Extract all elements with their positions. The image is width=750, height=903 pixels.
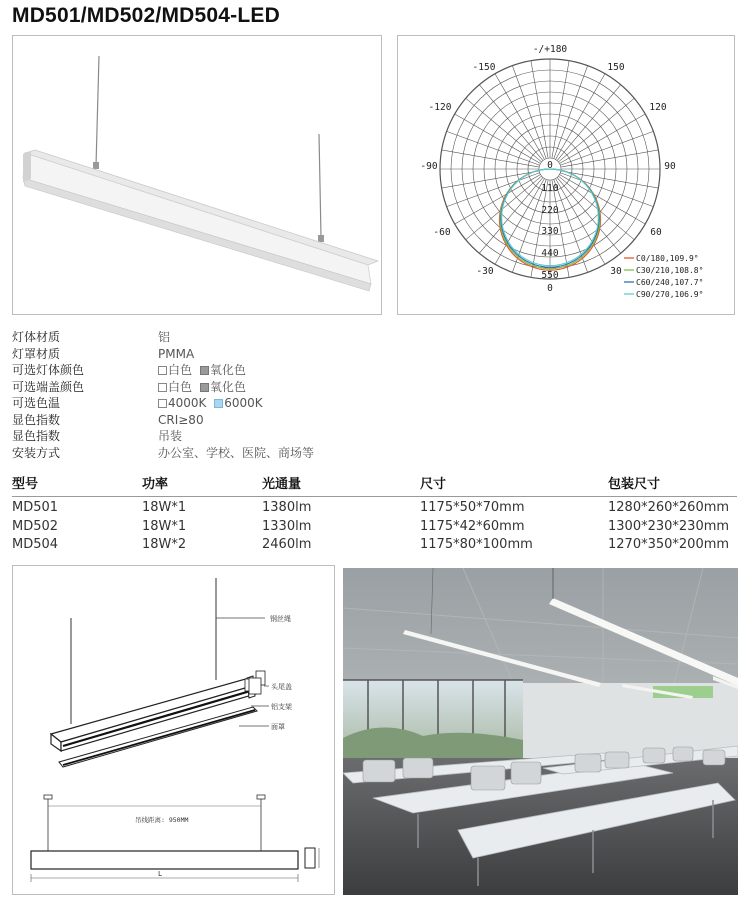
legend-entry: C60/240,107.7° <box>636 278 704 287</box>
drawing-note: 吊线距离: 950MM <box>135 816 189 824</box>
spec-row-application: 安装方式 办公室、学校、医院、商场等 <box>12 445 315 460</box>
polar-legend <box>624 254 703 299</box>
table-header: 型号 功率 光通量 尺寸 包装尺寸 <box>12 473 737 497</box>
angle-label: 90 <box>664 161 676 172</box>
spec-list <box>12 329 432 461</box>
spec-row-body-color: 可选灯体颜色 白色 氧化色 <box>12 363 246 377</box>
table-row: MD502 18W*1 1330lm 1175*42*60mm 1300*230*230mm <box>12 518 730 534</box>
legend-entry: C90/270,106.9° <box>636 290 704 299</box>
spec-row-body-material: 灯体材质 铝 <box>12 330 171 344</box>
drawing-label-diffuser: 面罩 <box>271 723 285 731</box>
white-swatch <box>158 383 167 392</box>
polar-spoke <box>442 150 539 167</box>
drawing-label-bracket: 铝支架 <box>271 703 292 711</box>
drawing-label-endcap: 头尾盖 <box>271 683 292 691</box>
polar-spoke <box>561 171 658 188</box>
angle-label: 120 <box>649 102 667 113</box>
drawing-label-wire: 钢丝绳 <box>270 615 291 623</box>
spec-row-mounting: 显色指数 吊装 <box>12 429 183 443</box>
white-swatch <box>158 399 167 408</box>
model-table <box>12 473 737 555</box>
spec-row-color-temp: 可选色温 4000K 6000K <box>12 396 263 410</box>
spec-row-cri: 显色指数 CRI≥80 <box>12 412 204 427</box>
angle-label: -60 <box>433 227 451 238</box>
center-zero-label: 0 <box>547 160 553 171</box>
page-title: MD501/MD502/MD504-LED <box>12 4 280 27</box>
radial-value-label: 550 <box>541 270 559 281</box>
angle-label: 150 <box>607 62 625 73</box>
legend-entry: C0/180,109.9° <box>636 254 699 263</box>
grey-swatch <box>200 383 209 392</box>
radial-value-label: 110 <box>541 183 559 194</box>
spec-row-endcap-color: 可选端盖颜色 白色 氧化色 <box>12 379 246 394</box>
radial-value-label: 330 <box>541 226 559 237</box>
radial-value-label: 220 <box>541 205 559 216</box>
spec-row-cover-material: 灯罩材质 PMMA <box>12 346 195 361</box>
polar-spoke <box>442 171 539 188</box>
angle-label: -90 <box>420 161 438 172</box>
polar-spoke <box>552 61 569 158</box>
radial-value-label: 440 <box>541 248 559 259</box>
polar-distribution-chart <box>397 35 735 315</box>
grey-swatch <box>200 366 209 375</box>
product-photo <box>12 35 382 315</box>
angle-label: -30 <box>476 266 494 277</box>
dimension-l-label: L <box>158 870 163 878</box>
angle-label: -/+180 <box>532 44 568 55</box>
technical-drawing <box>12 565 335 895</box>
angle-label: -150 <box>472 62 496 73</box>
blue-swatch <box>214 399 223 408</box>
angle-label: 0 <box>547 283 553 294</box>
table-row: MD504 18W*2 2460lm 1175*80*100mm 1270*350*200mm <box>12 537 730 552</box>
angle-label: -120 <box>428 102 452 113</box>
office-application-photo <box>343 568 738 895</box>
polar-spoke <box>531 61 548 158</box>
angle-label: 30 <box>610 266 622 277</box>
white-swatch <box>158 366 167 375</box>
legend-entry: C30/210,108.8° <box>636 266 704 275</box>
table-row: MD501 18W*1 1380lm 1175*50*70mm 1280*260*260mm <box>12 500 730 515</box>
polar-spoke <box>561 150 658 167</box>
angle-label: 60 <box>650 227 662 238</box>
